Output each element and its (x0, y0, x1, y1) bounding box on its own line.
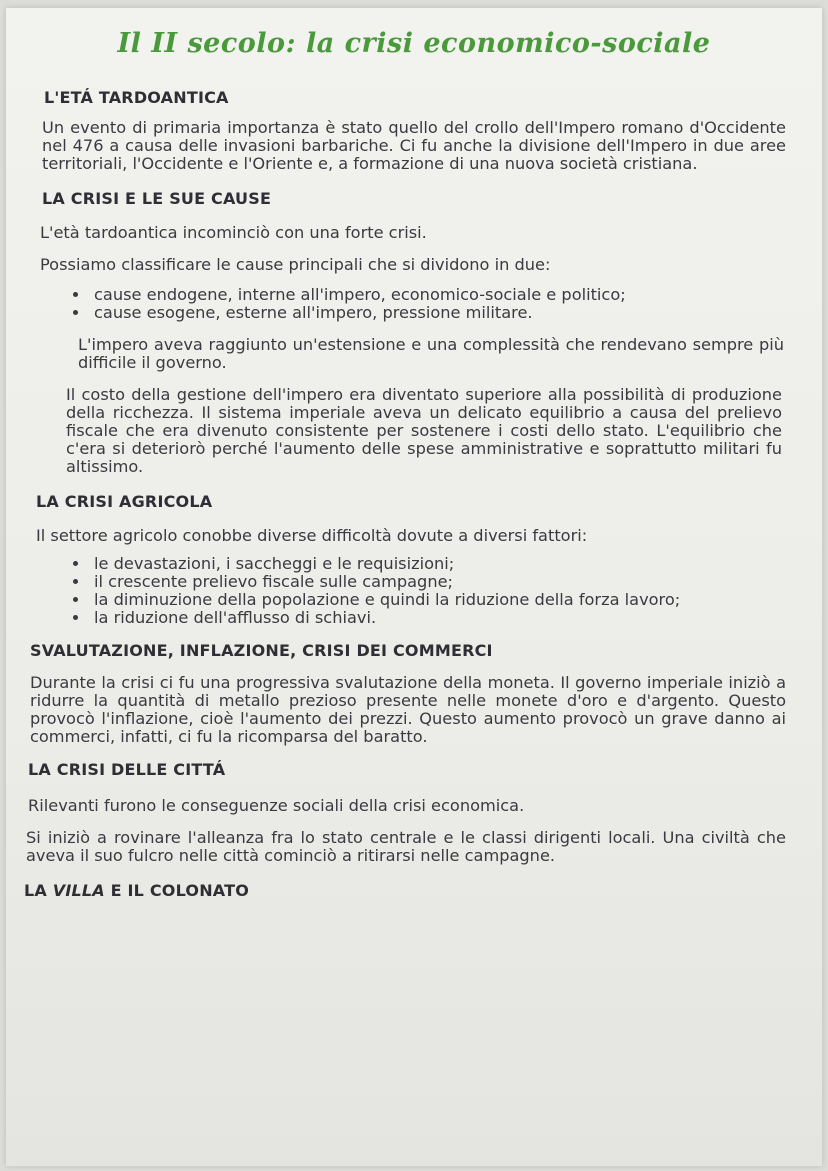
factors-list (36, 555, 790, 627)
paragraph: Il settore agricolo conobbe diverse difficoltà dovute a diversi fattori: (36, 526, 588, 545)
heading-villa-colonato (24, 881, 788, 900)
paragraph: Durante la crisi ci fu una progressiva svalutazione della moneta. Il governo imperiale iniziò a ridurre la quantità di metallo prezioso presente nelle monete d'oro e d'argento. Questo provocò l'inflazione, cioè l'aumento dei prezzi. Questo aumento provocò un grave danno ai commerci, infatti, ci fu la ricomparsa del baratto. (30, 673, 786, 746)
heading-crisi-citta: LA CRISI DELLE CITTÁ (28, 760, 226, 779)
list-item: • cause esogene, esterne all'impero, pressione militare. (90, 304, 780, 322)
paragraph: L'età tardoantica incominciò con una forte crisi. (40, 223, 427, 242)
list-item: • la diminuzione della popolazione e quindi la riduzione della forza lavoro; (90, 591, 790, 609)
list-item: • le devastazioni, i saccheggi e le requisizioni; (90, 555, 790, 573)
heading-crisi-cause: LA CRISI E LE SUE CAUSE (42, 189, 272, 208)
heading-part: LA (24, 881, 53, 900)
heading-eta-tardoantica: L'ETÁ TARDOANTICA (44, 88, 229, 107)
heading-crisi-agricola: LA CRISI AGRICOLA (36, 492, 213, 511)
heading-svalutazione: SVALUTAZIONE, INFLAZIONE, CRISI DEI COMMERCI (30, 641, 493, 660)
paragraph: Il costo della gestione dell'impero era diventato superiore alla possibilità di produzione della ricchezza. Il sistema imperiale aveva un delicato equilibrio a causa del prelievo fiscale che era divenuto consistente per sostenere i costi dello stato. L'equilibrio che c'era si deteriorò perché l'aumento delle spese amministrative e soprattutto militari fu altissimo. (66, 385, 782, 476)
causes-list (36, 286, 780, 322)
list-item: • cause endogene, interne all'impero, economico-sociale e politico; (90, 286, 780, 304)
paragraph: Si iniziò a rovinare l'alleanza fra lo stato centrale e le classi dirigenti locali. Una civiltà che aveva il suo fulcro nelle città cominciò a ritirarsi nelle campagne. (26, 828, 786, 865)
heading-italic-villa: VILLA (52, 881, 105, 900)
heading-part: E IL COLONATO (104, 881, 250, 900)
list-item: • la riduzione dell'afflusso di schiavi. (90, 609, 790, 627)
list-item: • il crescente prelievo fiscale sulle campagne; (90, 573, 790, 591)
page-title: Il II secolo: la crisi economico-sociale (117, 28, 711, 59)
paragraph: Rilevanti furono le conseguenze sociali della crisi economica. (28, 796, 525, 815)
paragraph: Un evento di primaria importanza è stato quello del crollo dell'Impero romano d'Occidente nel 476 a causa delle invasioni barbariche. Ci fu anche la divisione dell'Impero in due aree territoriali, l'Occidente e l'Oriente e, a formazione di una nuova società cristiana. (42, 118, 786, 173)
document-body (24, 88, 788, 900)
paragraph: Possiamo classificare le cause principali che si dividono in due: (40, 255, 551, 274)
paragraph: L'impero aveva raggiunto un'estensione e una complessità che rendevano sempre più difficile il governo. (78, 335, 784, 372)
